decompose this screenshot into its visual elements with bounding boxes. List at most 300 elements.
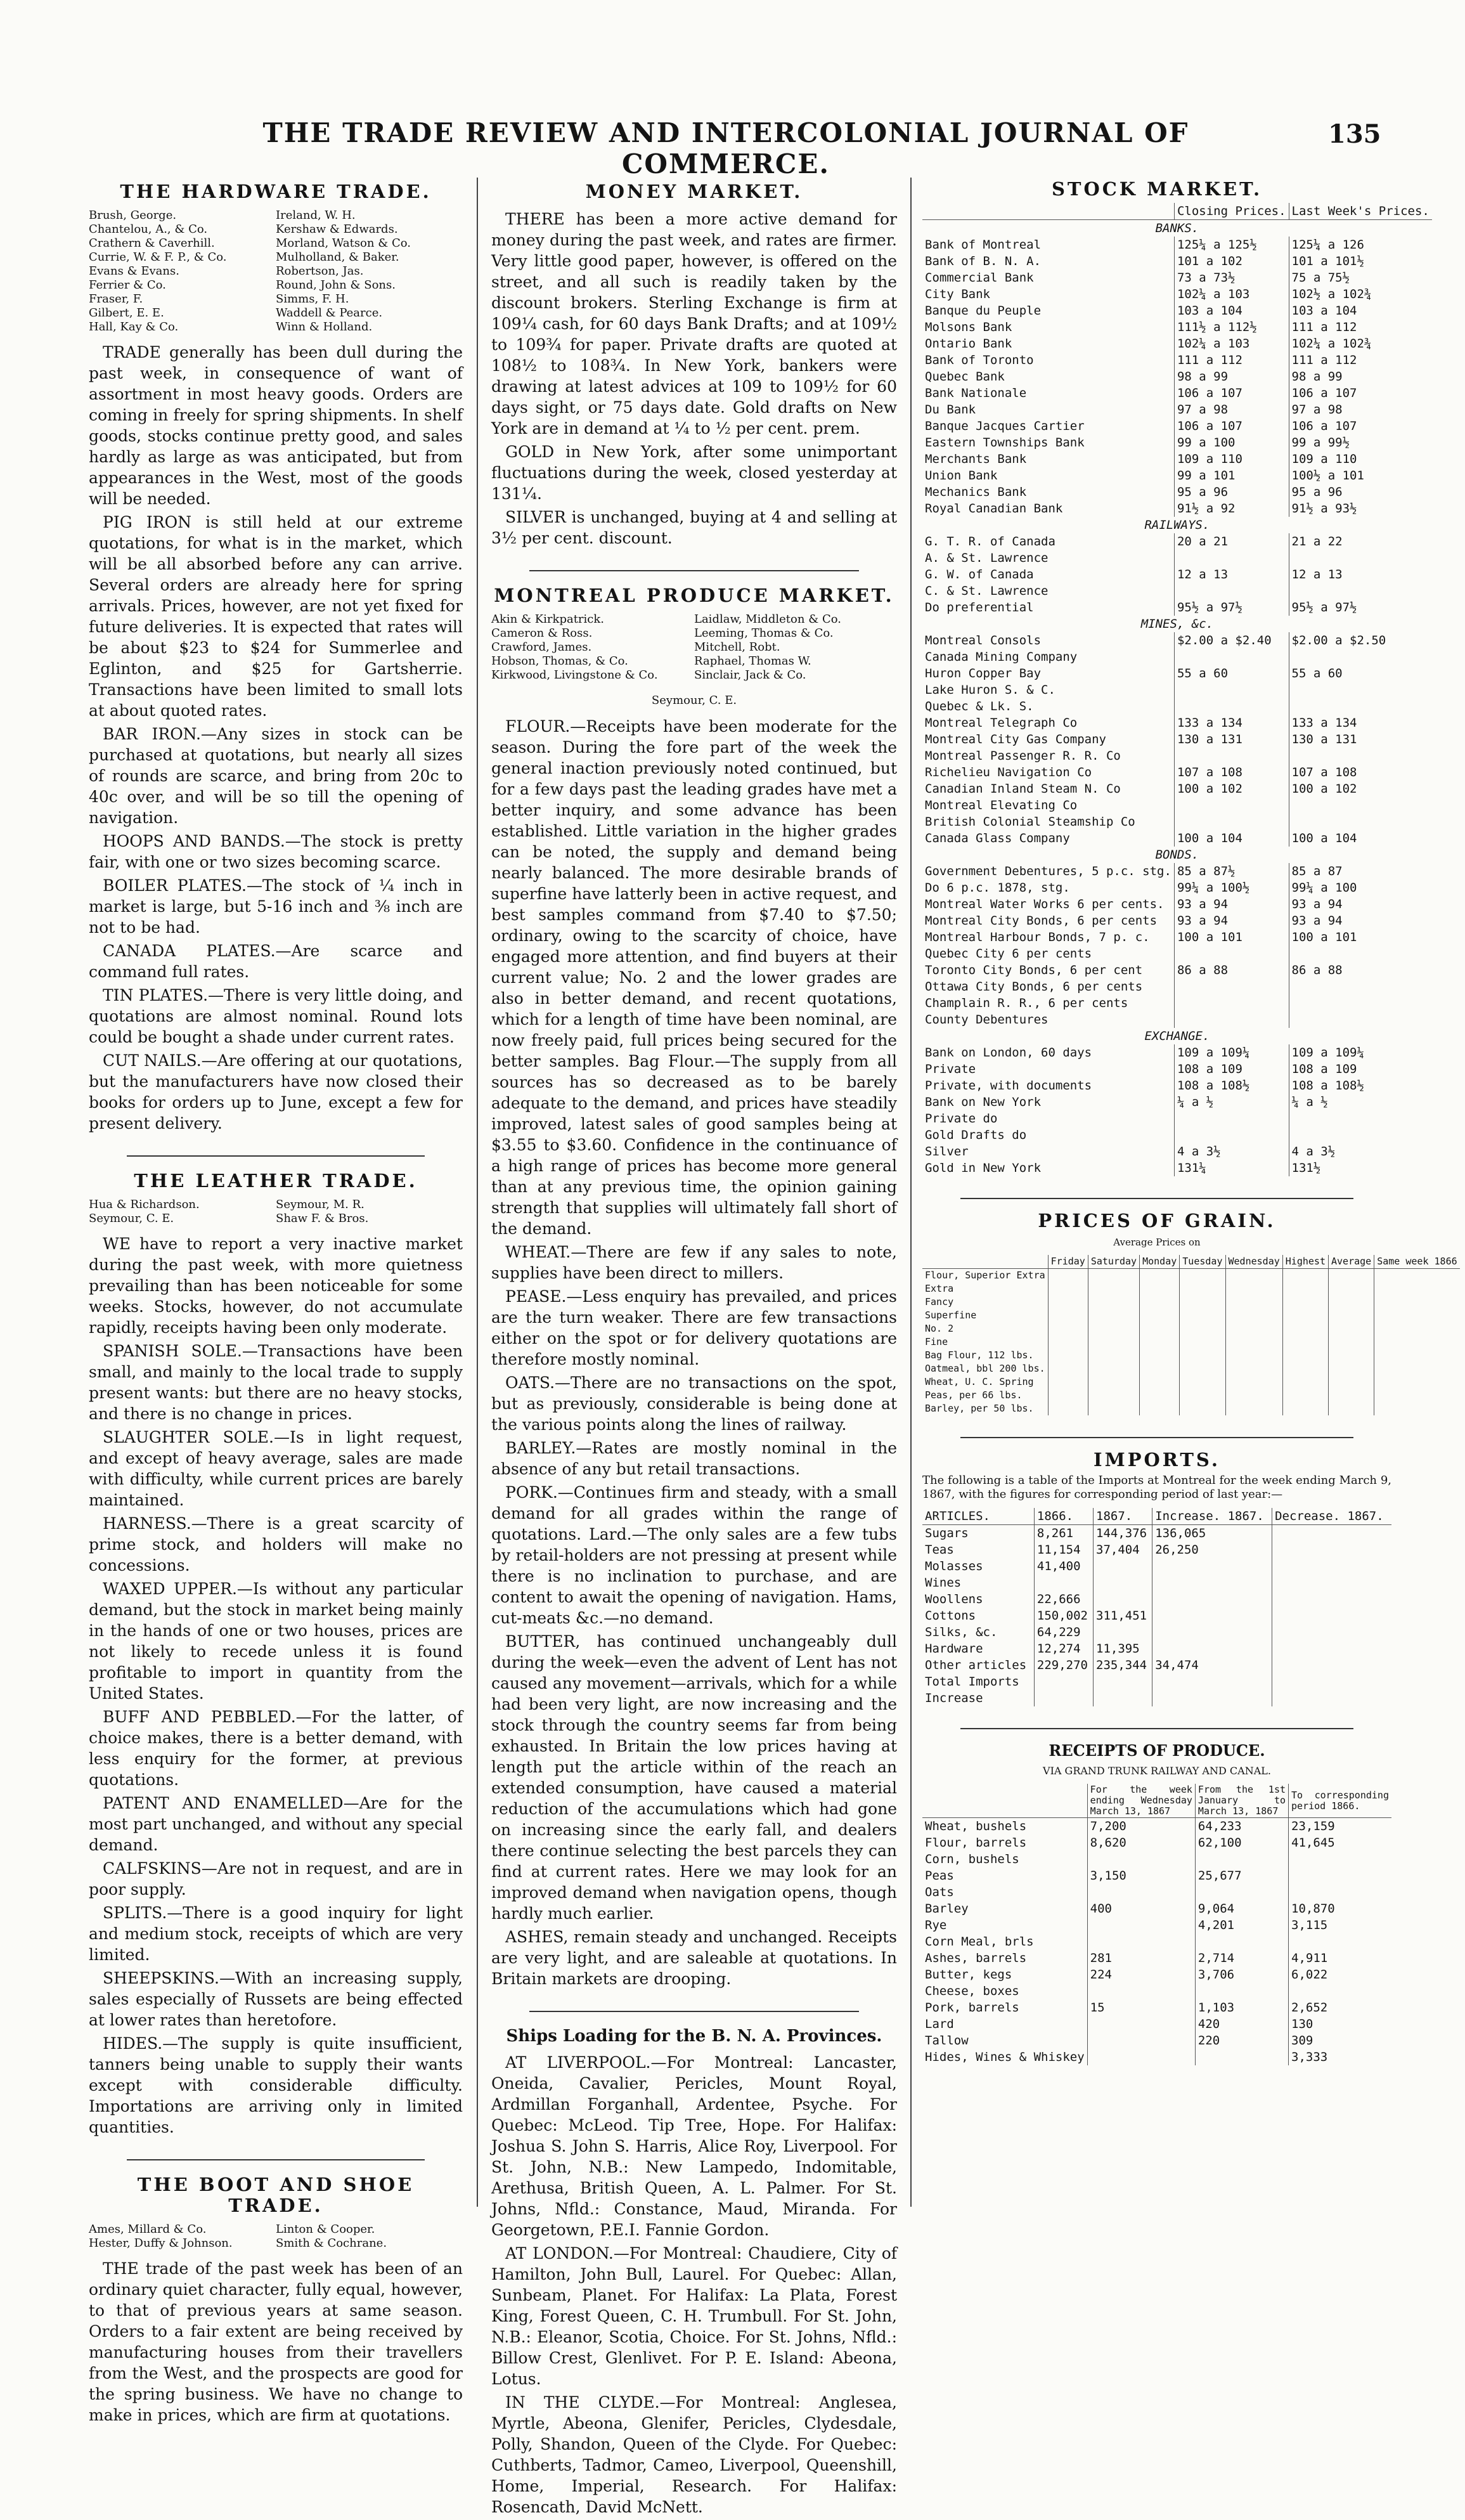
row-label: Montreal Elevating Co bbox=[925, 798, 1078, 812]
cell-value bbox=[1048, 1296, 1088, 1309]
cell-value: 98 a 99 bbox=[1174, 368, 1289, 385]
firm-name: Raphael, Thomas W. bbox=[694, 654, 811, 668]
cell-value bbox=[1088, 1402, 1139, 1415]
paragraph: OATS.—There are no transactions on the spot, but as previously, considerable is being done at the various points along the lines of railway. bbox=[491, 1374, 897, 1434]
grain-table-body bbox=[922, 1269, 1460, 1416]
imports-row bbox=[922, 1607, 1391, 1624]
paragraph: BARLEY.—Rates are mostly nominal in the absence of any but retail transactions. bbox=[491, 1439, 897, 1478]
cell-value bbox=[1374, 1335, 1460, 1349]
cell-value: 400 bbox=[1087, 1900, 1195, 1917]
stock-row bbox=[922, 368, 1432, 385]
cell-value bbox=[1225, 1335, 1282, 1349]
firm-name: Kershaw & Edwards. bbox=[276, 223, 398, 236]
paragraph: ASHES, remain steady and unchanged. Receipts are very light, and are saleable at quotations. In Britain markets are drooping. bbox=[491, 1928, 897, 1988]
row-label: Quebec City 6 per cents bbox=[925, 947, 1092, 961]
column-middle bbox=[491, 178, 897, 2520]
cell-value bbox=[1174, 698, 1289, 715]
firm-name: Round, John & Sons. bbox=[276, 278, 396, 292]
row-label: Ashes, barrels bbox=[925, 1951, 1027, 1965]
stock-row bbox=[922, 698, 1432, 715]
cell-value: 6,022 bbox=[1289, 1966, 1391, 1983]
cell-value bbox=[1329, 1349, 1374, 1362]
grain-row bbox=[922, 1282, 1460, 1296]
firm-list-right bbox=[694, 613, 897, 682]
receipts-row bbox=[922, 1917, 1391, 1933]
grain-subhead: Average Prices on bbox=[1113, 1237, 1201, 1248]
cell-value bbox=[1140, 1389, 1180, 1402]
firm-name: Cameron & Ross. bbox=[491, 627, 593, 640]
row-label: Tallow bbox=[925, 2034, 969, 2048]
stock-group-name: EXCHANGE. bbox=[1144, 1029, 1210, 1043]
firm-name: Shaw F. & Bros. bbox=[276, 1212, 369, 1225]
cell-value bbox=[1374, 1269, 1460, 1283]
cell-value bbox=[1282, 1309, 1328, 1322]
row-label: Barley, per 50 lbs. bbox=[925, 1403, 1034, 1414]
cell-value bbox=[1272, 1542, 1391, 1558]
cell-value: 100 a 101 bbox=[1289, 929, 1432, 945]
cell-value bbox=[1180, 1269, 1225, 1283]
cell-value: 100 a 104 bbox=[1289, 830, 1432, 847]
grain-col-blank bbox=[922, 1255, 1048, 1269]
imports-col-header: Decrease. 1867. bbox=[1272, 1508, 1391, 1525]
imports-increase-label: Increase bbox=[925, 1691, 983, 1705]
cell-value: 3,115 bbox=[1289, 1917, 1391, 1933]
row-label: Gold in New York bbox=[925, 1161, 1042, 1175]
row-label: Rye bbox=[925, 1918, 947, 1932]
cell-value bbox=[1289, 698, 1432, 715]
stock-row bbox=[922, 270, 1432, 286]
cell-value bbox=[1282, 1335, 1328, 1349]
stock-row bbox=[922, 352, 1432, 368]
receipts-row bbox=[922, 1818, 1391, 1835]
cell-value: 85 a 87 bbox=[1289, 863, 1432, 880]
receipts-row bbox=[922, 1867, 1391, 1884]
paragraph: HARNESS.—There is a great scarcity of prime stock, and holders will make no concessions. bbox=[89, 1514, 463, 1575]
cell-value: 111½ a 112½ bbox=[1174, 319, 1289, 335]
paragraph: CUT NAILS.—Are offering at our quotations, but the manufacturers have now closed their books for orders up to June, except a few for present delivery. bbox=[89, 1051, 463, 1133]
cell-value bbox=[1195, 1884, 1288, 1900]
cell-value bbox=[1329, 1269, 1374, 1283]
row-label: Bank of B. N. A. bbox=[925, 254, 1042, 268]
paragraph: WHEAT.—There are few if any sales to note, supplies have been direct to millers. bbox=[491, 1243, 897, 1282]
cell-value bbox=[1225, 1375, 1282, 1389]
cell-value: 99¼ a 100½ bbox=[1174, 880, 1289, 896]
imports-col-header: 1866. bbox=[1034, 1508, 1093, 1525]
imports-row bbox=[922, 1591, 1391, 1607]
section-divider bbox=[960, 1437, 1353, 1438]
cell-value: 8,261 bbox=[1034, 1525, 1093, 1542]
firm-name: Crathern & Caverhill. bbox=[89, 237, 215, 250]
stock-row bbox=[922, 863, 1432, 880]
cell-value bbox=[1088, 1335, 1139, 1349]
cell-value: 108 a 109 bbox=[1289, 1061, 1432, 1077]
cell-value bbox=[1088, 1375, 1139, 1389]
cell-value bbox=[1374, 1402, 1460, 1415]
row-label: Du Bank bbox=[925, 403, 976, 417]
stock-row bbox=[922, 814, 1432, 830]
row-label: Corn Meal, brls bbox=[925, 1935, 1034, 1949]
cell-value: 109 a 110 bbox=[1174, 451, 1289, 467]
stock-col-name bbox=[922, 203, 1174, 220]
row-label: Bag Flour, 112 lbs. bbox=[925, 1349, 1034, 1361]
row-label: Extra bbox=[925, 1283, 954, 1294]
cell-value bbox=[1048, 1389, 1088, 1402]
row-label: Woollens bbox=[925, 1592, 983, 1606]
cell-value bbox=[1289, 1867, 1391, 1884]
row-label: Quebec & Lk. S. bbox=[925, 699, 1034, 713]
row-label: Richelieu Navigation Co bbox=[925, 765, 1092, 779]
row-label: Silver bbox=[925, 1145, 969, 1159]
firm-name: Ireland, W. H. bbox=[276, 209, 356, 222]
receipts-table-body bbox=[922, 1818, 1391, 2066]
boot-text bbox=[89, 2258, 463, 2426]
cell-value bbox=[1088, 1322, 1139, 1335]
section-divider bbox=[960, 1198, 1353, 1199]
cell-value: 11,154 bbox=[1034, 1542, 1093, 1558]
cell-value bbox=[1088, 1296, 1139, 1309]
paragraph: BUFF AND PEBBLED.—For the latter, of choice makes, there is a better demand, with less enquiry for the former, at previous quotations. bbox=[89, 1708, 463, 1789]
cell-value bbox=[1140, 1309, 1180, 1322]
cell-value bbox=[1289, 649, 1432, 665]
stock-group-row bbox=[922, 1028, 1432, 1044]
cell-value: 106 a 107 bbox=[1174, 418, 1289, 434]
cell-value bbox=[1174, 945, 1289, 962]
imports-row bbox=[922, 1558, 1391, 1575]
cell-value: 99¼ a 100 bbox=[1289, 880, 1432, 896]
cell-value bbox=[1289, 1011, 1432, 1028]
cell-value bbox=[1374, 1282, 1460, 1296]
cell-value: 111 a 112 bbox=[1289, 319, 1432, 335]
cell-value: 25,677 bbox=[1195, 1867, 1288, 1884]
cell-value bbox=[1195, 2049, 1288, 2065]
stock-row bbox=[922, 434, 1432, 451]
cell-value bbox=[1140, 1402, 1180, 1415]
row-label: Cheese, boxes bbox=[925, 1984, 1019, 1998]
row-label: Pork, barrels bbox=[925, 2001, 1019, 2015]
row-label: Bank of Toronto bbox=[925, 353, 1034, 367]
stock-row bbox=[922, 302, 1432, 319]
row-label: Bank on London, 60 days bbox=[925, 1046, 1092, 1060]
cell-value: 97 a 98 bbox=[1289, 401, 1432, 418]
cell-value bbox=[1272, 1640, 1391, 1657]
row-label: C. & St. Lawrence bbox=[925, 584, 1049, 598]
receipts-row bbox=[922, 1966, 1391, 1983]
ships-heading: Ships Loading for the B. N. A. Provinces. bbox=[506, 2027, 882, 2046]
cell-value: 91½ a 93½ bbox=[1289, 500, 1432, 517]
stock-row bbox=[922, 797, 1432, 814]
row-label: G. W. of Canada bbox=[925, 568, 1034, 581]
firm-name: Linton & Cooper. bbox=[276, 2223, 375, 2236]
paragraph: SILVER is unchanged, buying at 4 and selling at 3½ per cent. discount. bbox=[491, 508, 897, 547]
cell-value bbox=[1087, 1851, 1195, 1867]
cell-value: 311,451 bbox=[1094, 1607, 1152, 1624]
paragraph: THE trade of the past week has been of an ordinary quiet character, fully equal, however, to that of previous years at same season. Orders to a fair extent are being received by manufacturing houses from their travellers from the West, and the prospects are good for the spring business. We have no change to make in prices, which are firm at quotations. bbox=[89, 2259, 463, 2424]
cell-value bbox=[1048, 1309, 1088, 1322]
imports-row bbox=[922, 1525, 1391, 1542]
cell-value: 101 a 102 bbox=[1174, 253, 1289, 270]
stock-group-row bbox=[922, 616, 1432, 632]
cell-value bbox=[1140, 1322, 1180, 1335]
stock-row bbox=[922, 286, 1432, 302]
cell-value: ¼ a ½ bbox=[1289, 1094, 1432, 1110]
cell-value bbox=[1289, 1884, 1391, 1900]
row-label: Peas, per 66 lbs. bbox=[925, 1389, 1023, 1401]
firm-name: Ferrier & Co. bbox=[89, 278, 166, 292]
paragraph: PORK.—Continues firm and steady, with a small demand for all grades within the range of quotations. Lard.—The only sales are a few tubs by retail-holders are not pressing at present while there is no inclination to purchase, and are content to await the opening of navigation. Hams, cut-meats &c.—no demand. bbox=[491, 1483, 897, 1627]
imports-col-header: 1867. bbox=[1094, 1508, 1152, 1525]
receipts-row bbox=[922, 2032, 1391, 2049]
cell-value bbox=[1174, 748, 1289, 764]
firm-list-left bbox=[89, 209, 276, 334]
cell-value bbox=[1174, 1011, 1289, 1028]
cell-value bbox=[1225, 1389, 1282, 1402]
imports-row bbox=[922, 1542, 1391, 1558]
imports-row bbox=[922, 1575, 1391, 1591]
cell-value bbox=[1225, 1402, 1282, 1415]
stock-row bbox=[922, 929, 1432, 945]
grain-col-header: Monday bbox=[1140, 1255, 1180, 1269]
grain-row bbox=[922, 1322, 1460, 1335]
row-label: Hardware bbox=[925, 1642, 983, 1656]
cell-value: 103 a 104 bbox=[1289, 302, 1432, 319]
imports-row bbox=[922, 1624, 1391, 1640]
stock-row bbox=[922, 748, 1432, 764]
cell-value bbox=[1272, 1591, 1391, 1607]
paragraph: BUTTER, has continued unchangeably dull during the week—even the advent of Lent has not caused any movement—arrivals, which for a while had been very light, are now increasing and the stock through the country seems far from being exhausted. In Britain the low prices having at length put the article within of the reach an extended consumption, have caused a material reduction of the accumulations which had gone on increasing since the early fall, and dealers there continue selecting the best parcels they can find at current rates. Here we may look for an improved demand when navigation opens, though hardly much earlier. bbox=[491, 1632, 897, 1923]
row-label: Montreal Telegraph Co bbox=[925, 716, 1078, 730]
stock-row bbox=[922, 484, 1432, 500]
firm-list-right bbox=[276, 1198, 463, 1226]
row-label: Bank on New York bbox=[925, 1095, 1042, 1109]
row-label: Barley bbox=[925, 1902, 969, 1916]
cell-value: 12 a 13 bbox=[1174, 566, 1289, 583]
cell-value bbox=[1094, 1624, 1152, 1640]
cell-value: 12 a 13 bbox=[1289, 566, 1432, 583]
imports-row bbox=[922, 1640, 1391, 1657]
cell-value bbox=[1152, 1575, 1272, 1591]
cell-value bbox=[1180, 1375, 1225, 1389]
cell-value: 102¼ a 103 bbox=[1174, 286, 1289, 302]
row-label: Fine bbox=[925, 1336, 948, 1348]
grain-table bbox=[922, 1255, 1460, 1415]
cell-value bbox=[1180, 1309, 1225, 1322]
row-label: Bank Nationale bbox=[925, 386, 1027, 400]
paragraph: WAXED UPPER.—Is without any particular demand, but the stock in market being mainly in the hands of one or two houses, prices are not likely to recede unless it is found profitable to import in quantity from the United States. bbox=[89, 1580, 463, 1703]
cell-value: 2,652 bbox=[1289, 1999, 1391, 2016]
cell-value bbox=[1140, 1296, 1180, 1309]
grain-row bbox=[922, 1349, 1460, 1362]
grain-col-header: Average bbox=[1329, 1255, 1374, 1269]
cell-value bbox=[1152, 1591, 1272, 1607]
stock-row bbox=[922, 764, 1432, 781]
leather-firms bbox=[89, 1198, 463, 1226]
receipts-row bbox=[922, 1999, 1391, 2016]
cell-value bbox=[1272, 1575, 1391, 1591]
stock-row bbox=[922, 335, 1432, 352]
masthead: THE TRADE REVIEW AND INTERCOLONIAL JOURNAL OF COMMERCE. bbox=[262, 117, 1189, 179]
receipts-row bbox=[922, 1851, 1391, 1867]
row-label: G. T. R. of Canada bbox=[925, 535, 1055, 549]
stock-group-row bbox=[922, 847, 1432, 863]
cell-value: 12,274 bbox=[1034, 1640, 1093, 1657]
row-label: Wheat, U. C. Spring bbox=[925, 1376, 1034, 1387]
hardware-section bbox=[89, 181, 463, 1134]
stock-row bbox=[922, 1160, 1432, 1176]
cell-value: 62,100 bbox=[1195, 1835, 1288, 1851]
cell-value bbox=[1289, 748, 1432, 764]
row-label: Do 6 p.c. 1878, stg. bbox=[925, 881, 1070, 895]
imports-col-header: Increase. 1867. bbox=[1152, 1508, 1272, 1525]
firm-list-right bbox=[276, 2223, 463, 2250]
paragraph: WE have to report a very inactive market during the past week, with more quietness prevailing than has been noticeable for some weeks. Stocks, however, do not accumulate rapidly, receipts having been only moderate. bbox=[89, 1235, 463, 1337]
stock-row bbox=[922, 385, 1432, 401]
grain-row bbox=[922, 1389, 1460, 1402]
stock-row bbox=[922, 401, 1432, 418]
row-label: City Bank bbox=[925, 287, 990, 301]
paragraph: SPLITS.—There is a good inquiry for light and medium stock, receipts of which are very limited. bbox=[89, 1904, 463, 1964]
cell-value: 41,645 bbox=[1289, 1835, 1391, 1851]
paragraph: SPANISH SOLE.—Transactions have been small, and mainly to the local trade to supply present wants: but there are no heavy stocks, and there is no change in prices. bbox=[89, 1342, 463, 1423]
grain-row bbox=[922, 1296, 1460, 1309]
row-label: County Debentures bbox=[925, 1013, 1049, 1027]
stock-row bbox=[922, 945, 1432, 962]
stock-group-name: RAILWAYS. bbox=[1144, 518, 1210, 532]
cell-value: 4 a 3½ bbox=[1174, 1143, 1289, 1160]
cell-value bbox=[1374, 1322, 1460, 1335]
receipts-table bbox=[922, 1784, 1391, 2065]
cell-value bbox=[1289, 1983, 1391, 1999]
stock-row bbox=[922, 731, 1432, 748]
firm-name: Waddell & Pearce. bbox=[276, 306, 383, 320]
stock-row bbox=[922, 237, 1432, 253]
paragraph: HIDES.—The supply is quite insufficient, tanners being unable to supply their wants except with considerable difficulty. Importations are arriving only in limited quantities. bbox=[89, 2034, 463, 2136]
cell-value: 133 a 134 bbox=[1289, 715, 1432, 731]
grain-row bbox=[922, 1402, 1460, 1415]
firm-name: Gilbert, E. E. bbox=[89, 306, 164, 320]
cell-value: 3,150 bbox=[1087, 1867, 1195, 1884]
cell-value bbox=[1180, 1402, 1225, 1415]
cell-value bbox=[1195, 1933, 1288, 1950]
stock-row bbox=[922, 1110, 1432, 1127]
column-rule bbox=[910, 178, 912, 2207]
section-divider bbox=[529, 570, 859, 571]
row-label: Canadian Inland Steam N. Co bbox=[925, 782, 1121, 796]
cell-value: 106 a 107 bbox=[1174, 385, 1289, 401]
imports-table-body bbox=[922, 1525, 1391, 1674]
row-label: Banque Jacques Cartier bbox=[925, 419, 1085, 433]
cell-value: 95 a 96 bbox=[1174, 484, 1289, 500]
cell-value bbox=[1225, 1269, 1282, 1283]
row-label: Peas bbox=[925, 1869, 954, 1883]
cell-value bbox=[1282, 1282, 1328, 1296]
grain-col-header: Friday bbox=[1048, 1255, 1088, 1269]
row-label: Butter, kegs bbox=[925, 1968, 1012, 1982]
stock-row bbox=[922, 319, 1432, 335]
cell-value bbox=[1140, 1335, 1180, 1349]
cell-value bbox=[1174, 649, 1289, 665]
cell-value: $2.00 a $2.40 bbox=[1174, 632, 1289, 649]
cell-value bbox=[1140, 1349, 1180, 1362]
firm-name: Ames, Millard & Co. bbox=[89, 2223, 207, 2236]
firm-name: Chantelou, A., & Co. bbox=[89, 223, 208, 236]
firm-list-left bbox=[89, 2223, 276, 2250]
cell-value: 144,376 bbox=[1094, 1525, 1152, 1542]
receipts-row bbox=[922, 2049, 1391, 2065]
paragraph: PATENT AND ENAMELLED—Are for the most part unchanged, and without any special demand. bbox=[89, 1794, 463, 1854]
cell-value bbox=[1087, 2016, 1195, 2032]
cell-value: $2.00 a $2.50 bbox=[1289, 632, 1432, 649]
row-label: Oatmeal, bbl 200 lbs. bbox=[925, 1363, 1045, 1374]
cell-value: 3,706 bbox=[1195, 1966, 1288, 1983]
cell-value bbox=[1374, 1349, 1460, 1362]
section-divider bbox=[127, 2159, 425, 2160]
stock-row bbox=[922, 566, 1432, 583]
paragraph: THERE has been a more active demand for money during the past week, and rates are firmer. Very little good paper, however, is offered on the street, and all such is readily taken by the discount brokers. Sterling Exchange is firm at 109¼ cash, for 60 days Bank Drafts; and at 109½ to 109¾ for paper. Private drafts are quoted at 108½ to 108¾. In New York, bankers were drawing at latest advices at 109 to 109½ for 60 days sight, or 75 days date. Gold drafts on New York are in demand at ¼ to ½ per cent. prem. bbox=[491, 210, 897, 438]
cell-value bbox=[1289, 1110, 1432, 1127]
cell-value bbox=[1329, 1389, 1374, 1402]
cell-value: 3,333 bbox=[1289, 2049, 1391, 2065]
leather-heading: THE LEATHER TRADE. bbox=[134, 1170, 418, 1192]
firm-name: Brush, George. bbox=[89, 209, 177, 222]
grain-row bbox=[922, 1309, 1460, 1322]
cell-value: 281 bbox=[1087, 1950, 1195, 1966]
cell-value: 15 bbox=[1087, 1999, 1195, 2016]
row-label: Toronto City Bonds, 6 per cent bbox=[925, 963, 1143, 977]
cell-value bbox=[1329, 1322, 1374, 1335]
cell-value bbox=[1180, 1335, 1225, 1349]
produce-heading: MONTREAL PRODUCE MARKET. bbox=[494, 585, 894, 606]
stock-row bbox=[922, 682, 1432, 698]
firm-name: Hall, Kay & Co. bbox=[89, 320, 179, 334]
firm-list-right bbox=[276, 209, 463, 334]
cell-value bbox=[1374, 1309, 1460, 1322]
firm-list-left bbox=[491, 613, 694, 682]
cell-value: 64,233 bbox=[1195, 1818, 1288, 1835]
receipts-row bbox=[922, 1933, 1391, 1950]
grain-col-header: Saturday bbox=[1088, 1255, 1139, 1269]
grain-col-header: Same week 1866 bbox=[1374, 1255, 1460, 1269]
receipts-col-header bbox=[922, 1784, 1087, 1818]
cell-value bbox=[1289, 797, 1432, 814]
imports-heading: IMPORTS. bbox=[1094, 1449, 1220, 1471]
cell-value bbox=[1329, 1362, 1374, 1375]
receipts-subhead: VIA GRAND TRUNK RAILWAY AND CANAL. bbox=[1043, 1765, 1271, 1777]
cell-value bbox=[1225, 1349, 1282, 1362]
cell-value bbox=[1289, 995, 1432, 1011]
paragraph: TRADE generally has been dull during the past week, in consequence of want of assortment in most heavy goods. Orders are coming in freely for spring shipments. In shelf goods, stocks continue pretty good, and sales hardly as large as was anticipated, but from appearances in the West, most of the goods will be needed. bbox=[89, 343, 463, 508]
imports-note: The following is a table of the Imports at Montreal for the week ending March 9, 1867, with the figures for corresponding period of last year:— bbox=[922, 1474, 1391, 1501]
cell-value: 10,870 bbox=[1289, 1900, 1391, 1917]
stock-row bbox=[922, 1077, 1432, 1094]
row-label: No. 2 bbox=[925, 1323, 954, 1334]
cell-value: 150,002 bbox=[1034, 1607, 1093, 1624]
cell-value: 75 a 75½ bbox=[1289, 270, 1432, 286]
cell-value: ¼ a ½ bbox=[1174, 1094, 1289, 1110]
cell-value bbox=[1174, 583, 1289, 599]
stock-row bbox=[922, 830, 1432, 847]
cell-value bbox=[1329, 1335, 1374, 1349]
cell-value bbox=[1282, 1402, 1328, 1415]
row-label: Royal Canadian Bank bbox=[925, 502, 1063, 516]
cell-value: 100 a 101 bbox=[1174, 929, 1289, 945]
stock-row bbox=[922, 649, 1432, 665]
stock-row bbox=[922, 500, 1432, 517]
paragraph: AT LIVERPOOL.—For Montreal: Lancaster, Oneida, Cavalier, Pericles, Mount Royal, Ardmillan Forganhall, Ardentee, Psyche. For Quebec: McLeod. Tip Tree, Hope. For Halifax: Joshua S. John S. Harris, Alice Roy, Liverpool. For St. John, N.B.: New Lampedo, Indomitable, Arethusa, British Queen, A. L. Palmer. For St. Johns, Nfld.: Constance, Maud, Miranda. For Georgetown, P.E.I. Fannie Gordon. bbox=[491, 2053, 897, 2239]
cell-value: 125¼ a 126 bbox=[1289, 237, 1432, 253]
row-label: Silks, &c. bbox=[925, 1625, 998, 1639]
row-label: Wheat, bushels bbox=[925, 1819, 1027, 1833]
row-label: Private bbox=[925, 1062, 976, 1076]
